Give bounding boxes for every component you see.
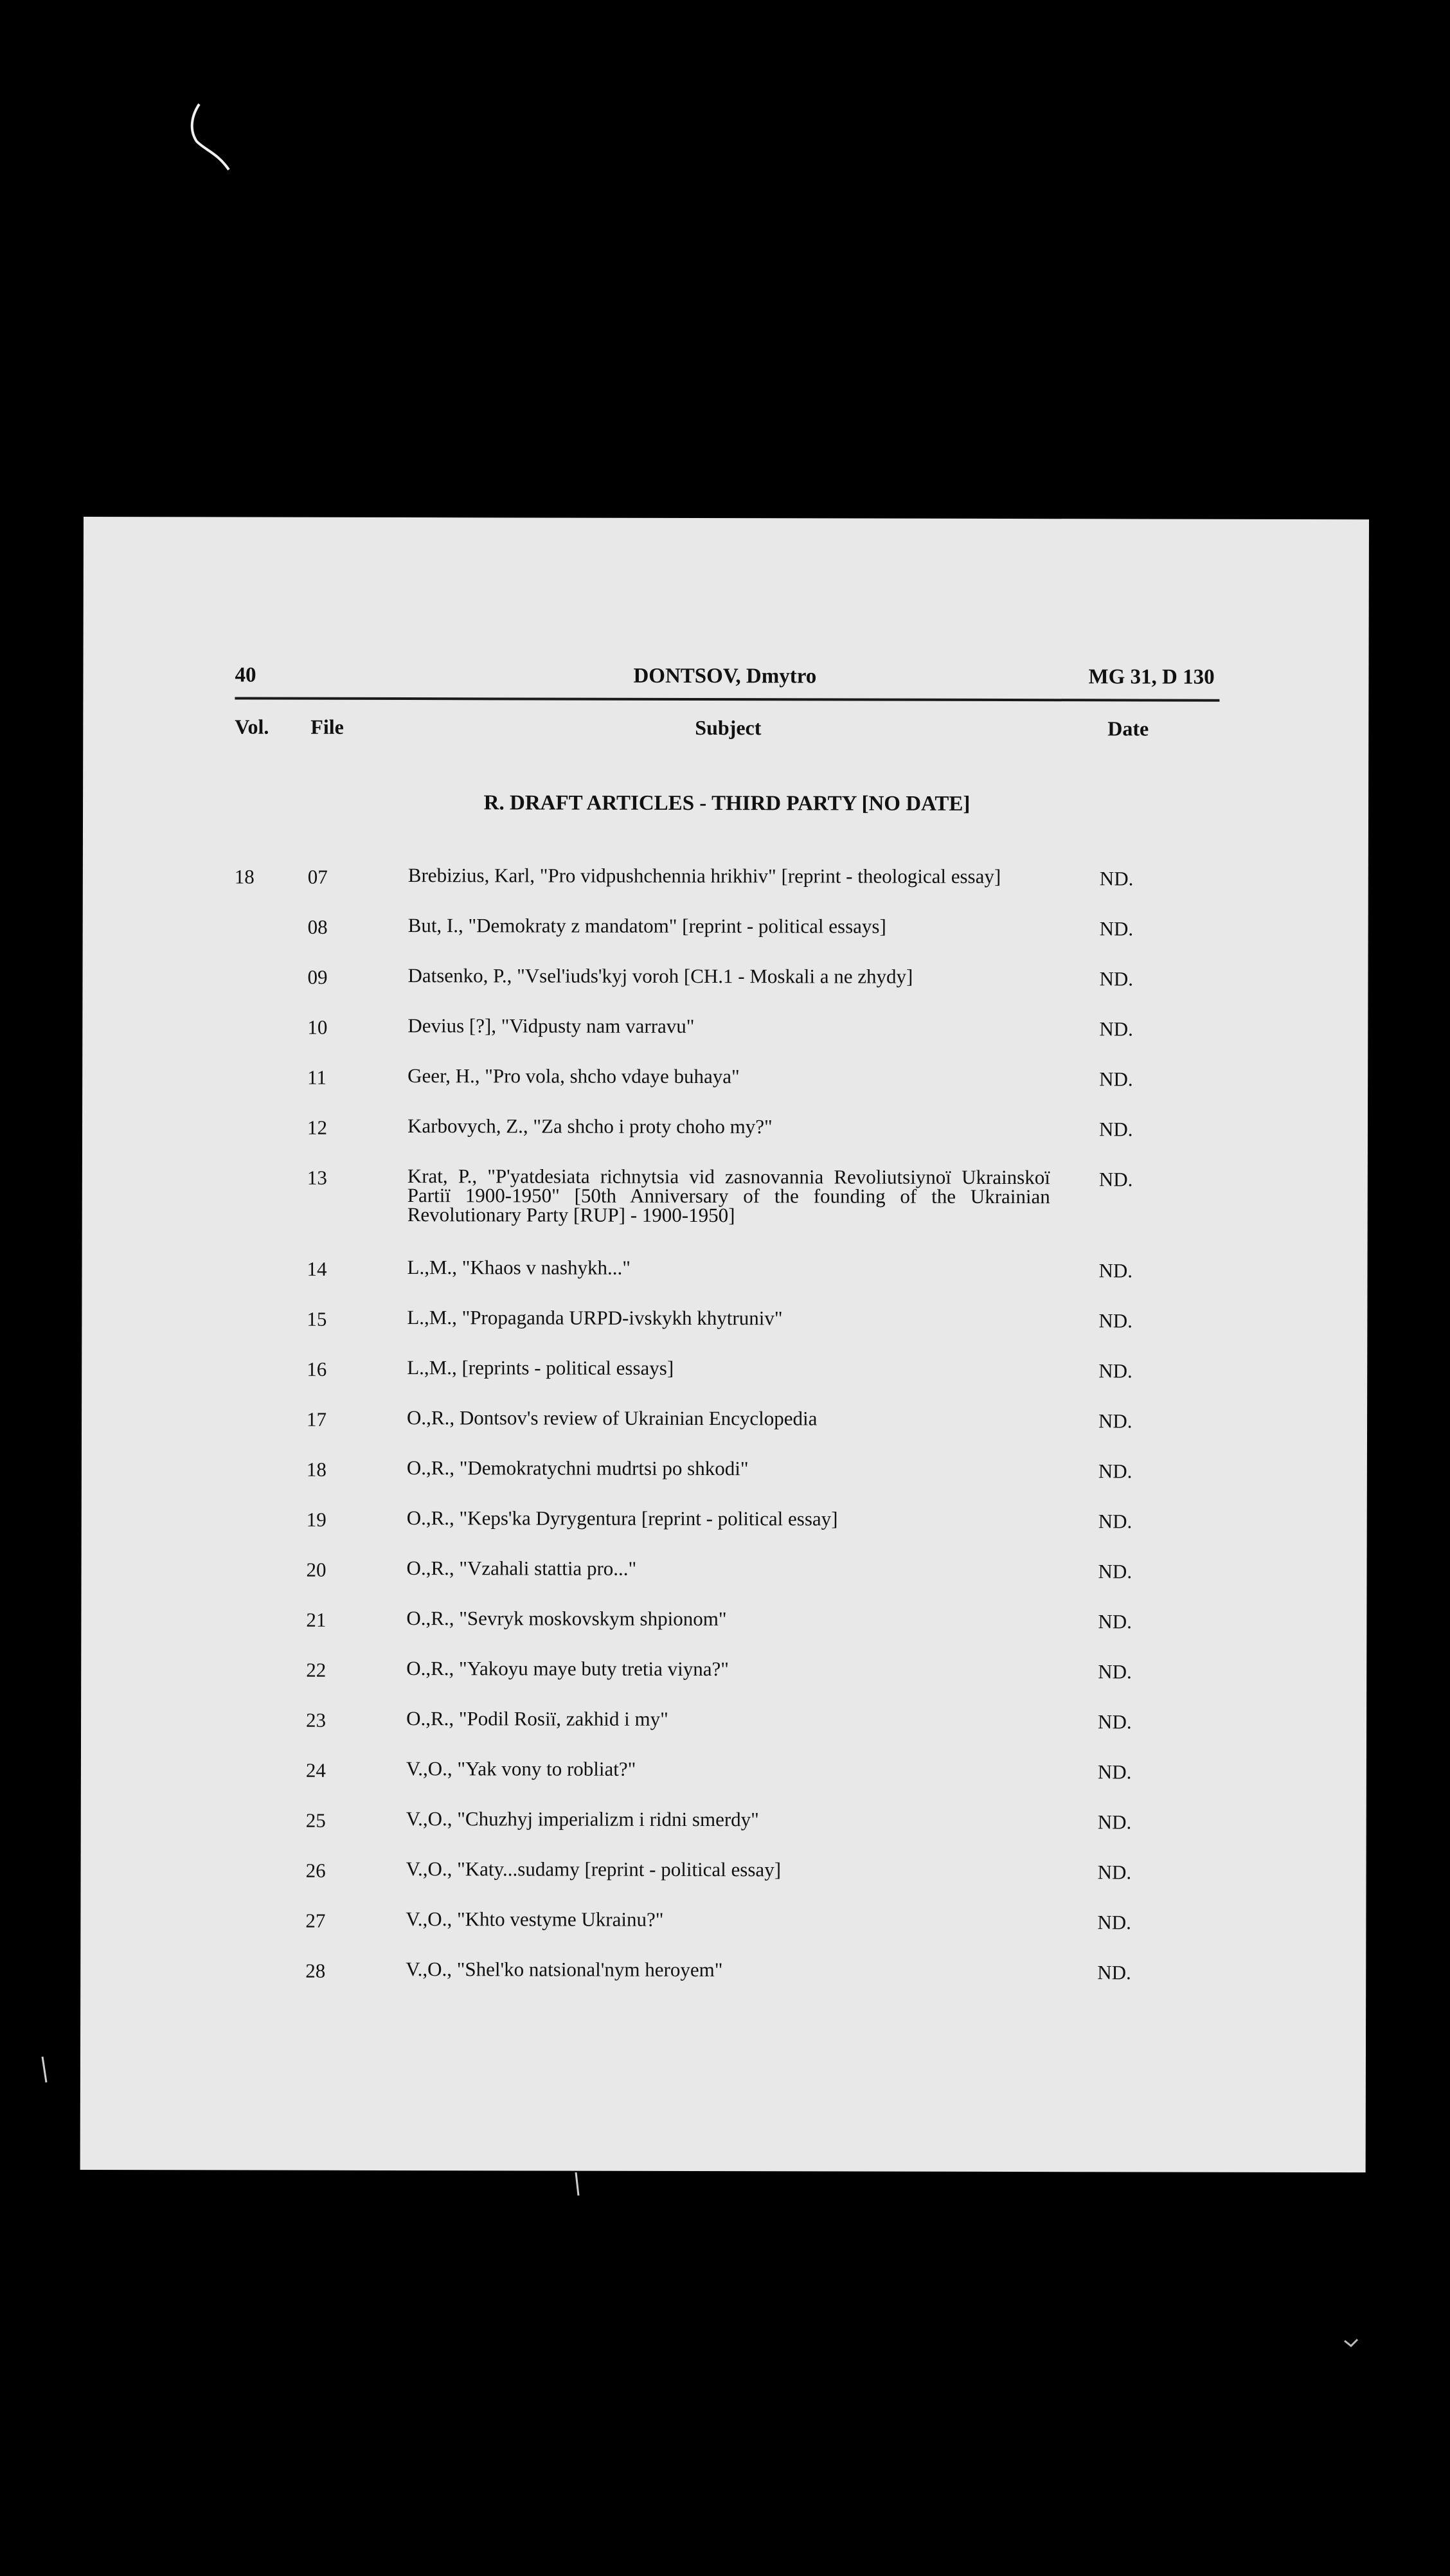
header-rule bbox=[235, 697, 1219, 701]
row-date: ND. bbox=[1097, 1861, 1132, 1884]
row-subject: O.,R., "Demokratychni mudrtsi po shkodi" bbox=[406, 1456, 749, 1480]
row-file: 23 bbox=[306, 1708, 327, 1731]
table-row bbox=[81, 1707, 1366, 1733]
table-row bbox=[82, 1256, 1368, 1282]
row-file: 09 bbox=[307, 965, 328, 988]
column-header-file: File bbox=[310, 715, 344, 738]
table-row bbox=[82, 1456, 1367, 1483]
row-date: ND. bbox=[1099, 967, 1134, 990]
table-row bbox=[82, 1306, 1367, 1332]
row-subject: Devius [?], "Vidpusty nam varravu" bbox=[407, 1014, 695, 1037]
section-title: R. DRAFT ARTICLES - THIRD PARTY [NO DATE] bbox=[483, 791, 971, 816]
row-subject: O.,R., "Podil Rosiï, zakhid i my" bbox=[406, 1707, 668, 1730]
row-file: 22 bbox=[306, 1658, 327, 1681]
row-date: ND. bbox=[1097, 1961, 1131, 1984]
row-vol: 18 bbox=[234, 865, 255, 888]
table-row bbox=[83, 864, 1368, 890]
column-header-vol: Vol. bbox=[235, 715, 269, 738]
table-row bbox=[83, 964, 1368, 990]
table-row bbox=[82, 1507, 1367, 1533]
document-page bbox=[80, 517, 1369, 2172]
row-date: ND. bbox=[1098, 1510, 1132, 1533]
row-file: 08 bbox=[307, 915, 328, 938]
row-subject: O.,R., "Keps'ka Dyrygentura [reprint - political essay] bbox=[406, 1507, 838, 1530]
row-subject: L.,M., "Propaganda URPD-ivskykh khytruniv" bbox=[407, 1306, 783, 1330]
table-row bbox=[81, 1857, 1366, 1884]
table-row bbox=[81, 1807, 1366, 1834]
row-file: 14 bbox=[307, 1257, 327, 1280]
row-date: ND. bbox=[1098, 1460, 1132, 1483]
row-file: 24 bbox=[305, 1758, 326, 1782]
row-subject: But, I., "Demokraty z mandatom" [reprint - political essays] bbox=[407, 914, 886, 938]
row-file: 15 bbox=[307, 1307, 327, 1330]
row-subject: V.,O., "Katy...sudamy [reprint - political essay] bbox=[406, 1857, 782, 1881]
scan-mark bbox=[180, 96, 244, 180]
table-row bbox=[80, 1908, 1366, 1934]
row-file: 10 bbox=[307, 1015, 328, 1039]
row-subject: V.,O., "Khto vestyme Ukrainu?" bbox=[406, 1908, 664, 1931]
table-row bbox=[82, 1406, 1367, 1433]
row-subject: O.,R., "Sevryk moskovskym shpionom" bbox=[406, 1607, 727, 1631]
row-subject: Datsenko, P., "Vsel'iuds'kyj voroh [CH.1 - Moskali a ne zhydy] bbox=[407, 964, 913, 988]
table-row bbox=[82, 1356, 1367, 1382]
scan-mark bbox=[572, 2170, 585, 2202]
row-date: ND. bbox=[1098, 1560, 1132, 1583]
row-subject: V.,O., "Chuzhyj imperializm i ridni smerdy" bbox=[406, 1807, 759, 1831]
table-row bbox=[82, 1165, 1368, 1227]
row-date: ND. bbox=[1098, 1259, 1133, 1282]
row-date: ND. bbox=[1098, 1359, 1132, 1382]
row-file: 20 bbox=[306, 1558, 327, 1581]
table-row bbox=[82, 1557, 1367, 1583]
page-number: 40 bbox=[235, 663, 256, 687]
row-date: ND. bbox=[1098, 1710, 1132, 1733]
table-row bbox=[82, 1014, 1368, 1041]
row-subject: O.,R., "Vzahali stattia pro..." bbox=[406, 1557, 637, 1580]
row-file: 25 bbox=[305, 1809, 326, 1832]
row-subject: Geer, H., "Pro vola, shcho vdaye buhaya" bbox=[407, 1064, 740, 1088]
row-file: 26 bbox=[305, 1859, 326, 1882]
row-subject: O.,R., Dontsov's review of Ukrainian Encyclopedia bbox=[407, 1406, 818, 1430]
scan-mark bbox=[39, 2054, 51, 2086]
row-date: ND. bbox=[1097, 1811, 1132, 1834]
row-file: 17 bbox=[307, 1408, 327, 1431]
row-date: ND. bbox=[1097, 1911, 1131, 1934]
row-file: 28 bbox=[305, 1959, 326, 1982]
row-file: 16 bbox=[307, 1357, 327, 1381]
column-header-date: Date bbox=[1107, 717, 1149, 740]
collection-name: DONTSOV, Dmytro bbox=[633, 664, 817, 688]
table-row bbox=[81, 1657, 1366, 1683]
row-date: ND. bbox=[1097, 1760, 1132, 1784]
table-row bbox=[81, 1607, 1366, 1633]
row-file: 07 bbox=[307, 865, 328, 888]
row-file: 18 bbox=[306, 1458, 327, 1481]
row-file: 27 bbox=[305, 1909, 326, 1932]
row-subject: Karbovych, Z., "Za shcho i proty choho my?" bbox=[407, 1114, 773, 1138]
row-date: ND. bbox=[1098, 1118, 1133, 1141]
row-date: ND. bbox=[1099, 867, 1134, 890]
row-subject: V.,O., "Shel'ko natsional'nym heroyem" bbox=[406, 1958, 723, 1981]
row-subject: V.,O., "Yak vony to robliat?" bbox=[406, 1757, 636, 1780]
table-row bbox=[82, 1114, 1368, 1141]
table-row bbox=[82, 1064, 1368, 1091]
row-date: ND. bbox=[1098, 1409, 1132, 1433]
row-date: ND. bbox=[1099, 1068, 1133, 1091]
row-file: 12 bbox=[307, 1116, 328, 1139]
row-date: ND. bbox=[1098, 1660, 1132, 1683]
row-date: ND. bbox=[1099, 917, 1134, 940]
table-row bbox=[83, 914, 1368, 940]
row-date: ND. bbox=[1099, 1017, 1133, 1041]
row-file: 11 bbox=[307, 1066, 327, 1089]
row-date: ND. bbox=[1098, 1168, 1133, 1191]
reference-code: MG 31, D 130 bbox=[1088, 665, 1215, 689]
row-subject: O.,R., "Yakoyu maye buty tretia viyna?" bbox=[406, 1657, 729, 1681]
row-date: ND. bbox=[1098, 1610, 1132, 1633]
row-subject: L.,M., "Khaos v nashykh..." bbox=[407, 1256, 631, 1279]
row-subject: Brebizius, Karl, "Pro vidpushchennia hrikhiv" [reprint - theological essay] bbox=[407, 864, 1001, 888]
scan-mark bbox=[1342, 2334, 1361, 2354]
row-file: 19 bbox=[306, 1508, 327, 1531]
row-subject: Krat, P., "P'yatdesiata richnytsia vid zasnovannia Revoliutsiynoï Ukrainskoï Partiï 1900-1950" [50th Anniversary of the founding of the Ukrainian Revolutionary Party [RUP] - 1900-1950] bbox=[407, 1165, 1050, 1227]
column-header-subject: Subject bbox=[695, 715, 762, 740]
row-file: 21 bbox=[306, 1608, 327, 1631]
table-row bbox=[80, 1958, 1366, 1984]
table-row bbox=[81, 1757, 1366, 1784]
row-file: 13 bbox=[307, 1166, 327, 1189]
row-date: ND. bbox=[1098, 1309, 1132, 1332]
row-subject: L.,M., [reprints - political essays] bbox=[407, 1356, 674, 1379]
